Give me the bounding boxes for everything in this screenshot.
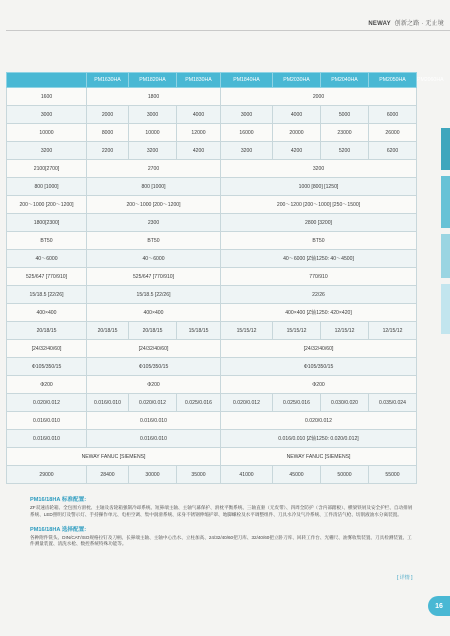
table-cell: 12/15/12 — [369, 322, 417, 340]
table-cell: 4000 — [273, 106, 321, 124]
table-cell: 1000 [800] [1250] — [221, 178, 417, 196]
table-cell: 26000 — [369, 124, 417, 142]
table-cell: 400×400 — [87, 304, 221, 322]
table-cell: 0.016/0.010 — [7, 430, 87, 448]
table-cell: 55000 — [369, 466, 417, 484]
table-cell: 0.035/0.024 — [369, 394, 417, 412]
table-cell: 200～1000 [200～1200] — [7, 196, 87, 214]
table-cell: 15/15/12 — [273, 322, 321, 340]
table-cell: 20/18/15 — [7, 322, 87, 340]
table-cell: 2000 — [221, 88, 417, 106]
table-cell: 5200 — [321, 142, 369, 160]
table-cell: 3000 — [129, 106, 177, 124]
table-cell: 800 [1000] — [7, 178, 87, 196]
table-row — [7, 196, 417, 214]
table-cell: Φ105/350/15 — [87, 358, 221, 376]
spec-table-header — [7, 73, 444, 88]
table-cell: [24/32/40/60] — [7, 340, 87, 358]
table-cell: [24/32/40/60] — [87, 340, 221, 358]
edge-tab — [441, 234, 450, 278]
table-cell: 4200 — [273, 142, 321, 160]
table-cell: 12000 — [177, 124, 221, 142]
table-cell: 1800 — [87, 88, 221, 106]
table-cell: 0.016/0.010 — [87, 412, 221, 430]
table-cell: 400×400 — [7, 304, 87, 322]
table-cell: Φ200 — [87, 376, 221, 394]
header-cell-model: PM1820HA — [129, 73, 177, 88]
spec-table-body — [7, 88, 417, 484]
table-cell: 23000 — [321, 124, 369, 142]
header-divider — [6, 30, 450, 31]
table-cell: 0.016/0.010 — [7, 412, 87, 430]
table-cell: 10000 — [7, 124, 87, 142]
table-cell: 2300 — [87, 214, 221, 232]
table-row — [7, 160, 417, 178]
header-row: PM1630HA PM1820HA PM1830HA PM1840HA PM2030HA PM2040HA PM2050HA PM2060HA — [7, 73, 417, 88]
table-cell: 0.020/0.012 — [221, 394, 273, 412]
table-cell: 5000 — [321, 106, 369, 124]
table-row — [7, 250, 417, 268]
table-cell: BT50 — [7, 232, 87, 250]
table-cell: 15/18/15 — [177, 322, 221, 340]
table-cell: 2000 — [87, 106, 129, 124]
table-cell: 0.025/0.016 — [273, 394, 321, 412]
table-cell: 400×400 [Z轴1250: 420×420] — [221, 304, 417, 322]
table-cell: 0.016/0.010 — [87, 394, 129, 412]
table-row — [7, 232, 417, 250]
brand-line — [368, 18, 444, 27]
table-row — [7, 268, 417, 286]
table-cell: 20/18/15 — [129, 322, 177, 340]
table-cell: 1600 — [7, 88, 87, 106]
table-cell: NEWAY FANUC [SIEMENS] — [7, 448, 221, 466]
table-cell: 2800 [3200] — [221, 214, 417, 232]
table-cell: 200～1000 [200～1200] — [87, 196, 221, 214]
table-row — [7, 124, 417, 142]
table-cell: Φ105/350/15 — [221, 358, 417, 376]
standard-config-title: PM16/18HA 标准配置: — [30, 497, 87, 503]
table-cell: 41000 — [221, 466, 273, 484]
edge-tab — [441, 176, 450, 228]
table-cell: [24/32/40/60] — [221, 340, 417, 358]
table-cell: 2200 — [87, 142, 129, 160]
table-cell: 0.020/0.012 — [7, 394, 87, 412]
table-cell: 8000 — [87, 124, 129, 142]
table-cell: Φ200 — [7, 376, 87, 394]
table-cell: 4200 — [177, 142, 221, 160]
table-cell: 15/15/12 — [221, 322, 273, 340]
table-cell: BT50 — [87, 232, 221, 250]
header-cell-model: PM1630HA — [87, 73, 129, 88]
header-cell-model: PM1830HA — [177, 73, 221, 88]
table-cell: Φ105/350/15 — [7, 358, 87, 376]
table-cell: 0.020/0.012 — [129, 394, 177, 412]
table-cell: Φ200 — [221, 376, 417, 394]
table-cell: 50000 — [321, 466, 369, 484]
table-row — [7, 142, 417, 160]
table-cell: 35000 — [177, 466, 221, 484]
table-cell: 0.016/0.010 — [87, 430, 221, 448]
table-cell: 525/647 [770/910] — [87, 268, 221, 286]
section-edge-tabs — [441, 128, 450, 340]
edge-tab — [441, 284, 450, 334]
table-cell: 0.030/0.020 — [321, 394, 369, 412]
table-cell: 0.025/0.016 — [177, 394, 221, 412]
table-cell: 6200 — [369, 142, 417, 160]
brand-name: NEWAY — [368, 21, 391, 27]
table-cell: 10000 — [129, 124, 177, 142]
header-cell-blank — [7, 73, 87, 88]
table-cell: 2100[2700] — [7, 160, 87, 178]
table-cell: 800 [1000] — [87, 178, 221, 196]
table-cell: 0.016/0.010 [Z轴1250: 0.020/0.012] — [221, 430, 417, 448]
table-cell: 200～1200 [200～1000] [250～1500] — [221, 196, 417, 214]
table-cell: 29000 — [7, 466, 87, 484]
table-row — [7, 340, 417, 358]
table-cell: 45000 — [273, 466, 321, 484]
table-row — [7, 412, 417, 430]
brand-slogan: 创新之路 · 无止境 — [394, 21, 444, 27]
optional-config-title: PM16/18HA 选择配置: — [30, 526, 87, 533]
optional-config-text: 各种附件铣头、DIN/CAT/ISO规格拉钉及刀柄、长鼻端主轴、主轴中心出水、立柱加高、24/32/40/60把刀库、32/40/60把立卧刀库、回转工作台、光栅尺、油雾收集装置、刀具检测装置、工件测量装置、清洗水枪、数控系统特殊功能等。 — [30, 535, 412, 547]
table-row — [7, 178, 417, 196]
table-row — [7, 430, 417, 448]
table-row — [7, 88, 417, 106]
table-row — [7, 106, 417, 124]
page-header — [0, 18, 450, 30]
table-cell: 40～6000 — [7, 250, 87, 268]
table-row — [7, 448, 417, 466]
table-cell: 16000 — [221, 124, 273, 142]
table-cell: 15/18.5 [22/26] — [7, 286, 87, 304]
spec-table — [6, 72, 444, 484]
table-cell: NEWAY FANUC [SIEMENS] — [221, 448, 417, 466]
table-cell: 15/18.5 [22/26] — [87, 286, 221, 304]
table-cell: 40～6000 [Z轴1250: 40～4500] — [221, 250, 417, 268]
table-row — [7, 394, 417, 412]
table-row — [7, 376, 417, 394]
header-cell-model: PM1840HA — [221, 73, 273, 88]
header-cell-model: PM2050HA — [369, 73, 417, 88]
table-cell: 2700 — [87, 160, 221, 178]
table-cell: 3200 — [7, 142, 87, 160]
table-cell: 770/910 — [221, 268, 417, 286]
table-row — [7, 214, 417, 232]
table-row — [7, 322, 417, 340]
read-more-link[interactable]: [ 详情 ] — [397, 575, 413, 581]
table-cell: 6000 — [369, 106, 417, 124]
table-cell: 3200 — [129, 142, 177, 160]
header-cell-model: PM2030HA — [273, 73, 321, 88]
table-cell: 3000 — [221, 106, 273, 124]
table-cell: 4000 — [177, 106, 221, 124]
table-row — [7, 358, 417, 376]
standard-config-text: ZF双速齿轮箱、全包围方滑枕、主轴及齿轮箱强制冷却系统、短鼻端主轴、主轴气幕保护、滑枕平衡系统、三轴直驱（无皮带）、四周全防护（含内部踏板）、横梁铁屑及安全护栏、自动排屑系统、LED照明灯及警示灯、手持操作单元、电柜空调、集中润滑系统、床身不锈钢伸缩护罩、地脚螺栓及水平调整组件、刀具水冷及气冷系统、工件清洁气枪、切削液油水分离装置。 — [30, 505, 413, 517]
table-cell: 20000 — [273, 124, 321, 142]
table-cell: 22/26 — [221, 286, 417, 304]
table-row — [7, 286, 417, 304]
table-cell: 40～6000 — [87, 250, 221, 268]
table-cell: 3200 — [221, 142, 273, 160]
table-cell: 30000 — [129, 466, 177, 484]
table-cell: 28400 — [87, 466, 129, 484]
table-cell: 525/647 [770/910] — [7, 268, 87, 286]
table-cell: 20/18/15 — [87, 322, 129, 340]
table-row — [7, 304, 417, 322]
header-cell-model: PM2040HA — [321, 73, 369, 88]
page-number-badge: 16 — [428, 596, 450, 616]
configuration-notes — [30, 497, 415, 557]
table-cell: BT50 — [221, 232, 417, 250]
table-cell: 3000 — [7, 106, 87, 124]
table-cell: 0.020/0.012 — [221, 412, 417, 430]
table-cell: 3200 — [221, 160, 417, 178]
edge-tab — [441, 128, 450, 170]
table-cell: 12/15/12 — [321, 322, 369, 340]
table-cell: 1800[2300] — [7, 214, 87, 232]
table-row — [7, 466, 417, 484]
